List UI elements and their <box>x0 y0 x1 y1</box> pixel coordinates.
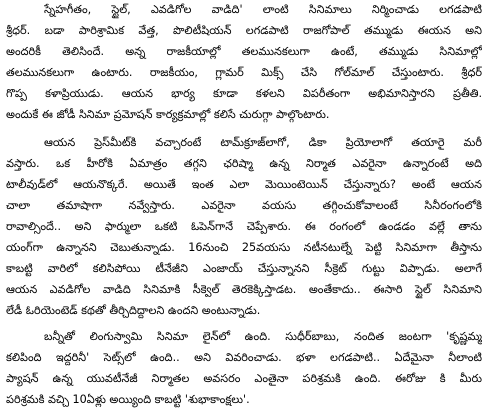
paragraph-2-line-5: రావాల్సిందే.. అని ఫార్ములా ఒకటి ఓపెన్‌గానే చెప్పేశారు. ఈ రంగంలో ఉండడం వల్లే తాను <box>6 220 482 233</box>
paragraph-2-line-9: లేడీ ఓరియెంటెడ్ కథతో తీర్చిదిద్దాలని ఉందని అంటున్నాడు. <box>6 304 261 317</box>
paragraph-1-line-2: శ్రీధర్. బడా పారిశ్రామిక వేత్త, పొలిటీషియన్ లగడపాటి రాజగోపాల్ తమ్ముడు ఈయన అని <box>6 24 482 37</box>
paragraph-2-line-2: వస్తారు. ఒక హీరోకి ఏమాత్రం తగ్గని ఛరిష్మా ఉన్న నిర్మాత ఎవరైనా ఉన్నారంటే అది <box>6 157 482 170</box>
paragraph-2-line-6: యంగ్‌గా ఉన్నానని చెబుతున్నాడు. 16నుంచి 25వయసు నటీనటుల్నే పెట్టి సినిమాగా తీస్తాను <box>6 241 482 254</box>
paragraph-3-line-4: పరిశ్రమకి వచ్చి 10ఏళ్లు అయ్యింది కాబట్టి 'శుభాకాంక్షలు'. <box>6 393 250 406</box>
paragraph-3-line-2: కలిపింది ఇద్దరినీ' సెట్స్‌లో ఉంది.. అని వివరించాడు. భళా లగడపాటి.. ఏదేమైనా నీలాంటి <box>6 351 482 364</box>
paragraph-2-line-8: ఆయన ఎవడిగోల వాడిది సినిమాకి సీక్వెల్ తెరకెక్కిస్తాడట. అంతేకాదు.. ఈసారి స్టైల్ సినిమాని <box>6 283 482 296</box>
paragraph-1-line-6: అందుకే ఈ జోడీ సినిమా ప్రమోషన్ కార్యక్రమాల్లో కలిసే చురుగ్గా పాల్గొంటారు. <box>6 108 330 121</box>
paragraph-1-line-5: గొప్ప కళాప్రియుడు. ఆయన భార్య కూడా కళలని విపరీతంగా అభిమానిస్తారని ప్రతీతి. <box>6 87 482 100</box>
paragraph-1-line-4: తలమునకలుగా ఉంటారు. రాజకీయం, గ్లామర్ మిక్స్ చేసి గోల్‌మాల్ చేస్తుంటారు. శ్రీధర్ <box>6 66 482 79</box>
paragraph-1-line-3: అందరికీ తెలిసిందే. అన్న రాజకీయాల్లో తలమునకలుగా ఉంటే, తమ్ముడు సినిమాల్లో <box>6 45 482 58</box>
paragraph-2-line-4: చాలా తమాషాగా నవ్వేస్తారు. ఎవరైనా వయసు తగ్గించుకోవాలంటే సినీరంగంలోకి <box>6 199 482 212</box>
paragraph-3-line-3: ప్యాషన్ ఉన్న యువటీనేజీ నిర్మాతల అవసరం ఎంతైనా పరిశ్రమకి ఉంది. ఈరోజు కి మీరు <box>6 372 482 385</box>
paragraph-2-line-1: ఆయన ప్రెస్‌మీట్‌కి వచ్చారంటే టామ్‌క్రూజ్‌లాగో, డికా ప్రియోలాగో తయారై మరీ <box>44 136 482 149</box>
paragraph-1-line-1: స్నేహగీతం, స్టైల్, ఎవడిగోల వాడిది' లాంటి సినిమాలు నిర్మించాడు లగడపాటి <box>44 3 482 16</box>
paragraph-2-line-7: కాబట్టి వారిలో కలిసిపోయి టీనేజీని ఎంజాయ్ చేస్తున్నానని సీక్రెట్ గుట్టు విప్పాడు. అలాగే <box>6 262 482 275</box>
paragraph-2-line-3: టాలీవుడ్‌లో ఆయనొక్కరే. అయితే ఇంత ఎలా మెయింటెయిన్ చేస్తున్నారు? అంటే ఆయన <box>6 178 482 191</box>
paragraph-3-line-1: బన్నీతో లింగుస్వామి సినిమా లైన్‌లో ఉంది. సుధీర్‌బాబు, నందిత జంటగా 'కృష్ణమ్మ <box>44 330 482 343</box>
